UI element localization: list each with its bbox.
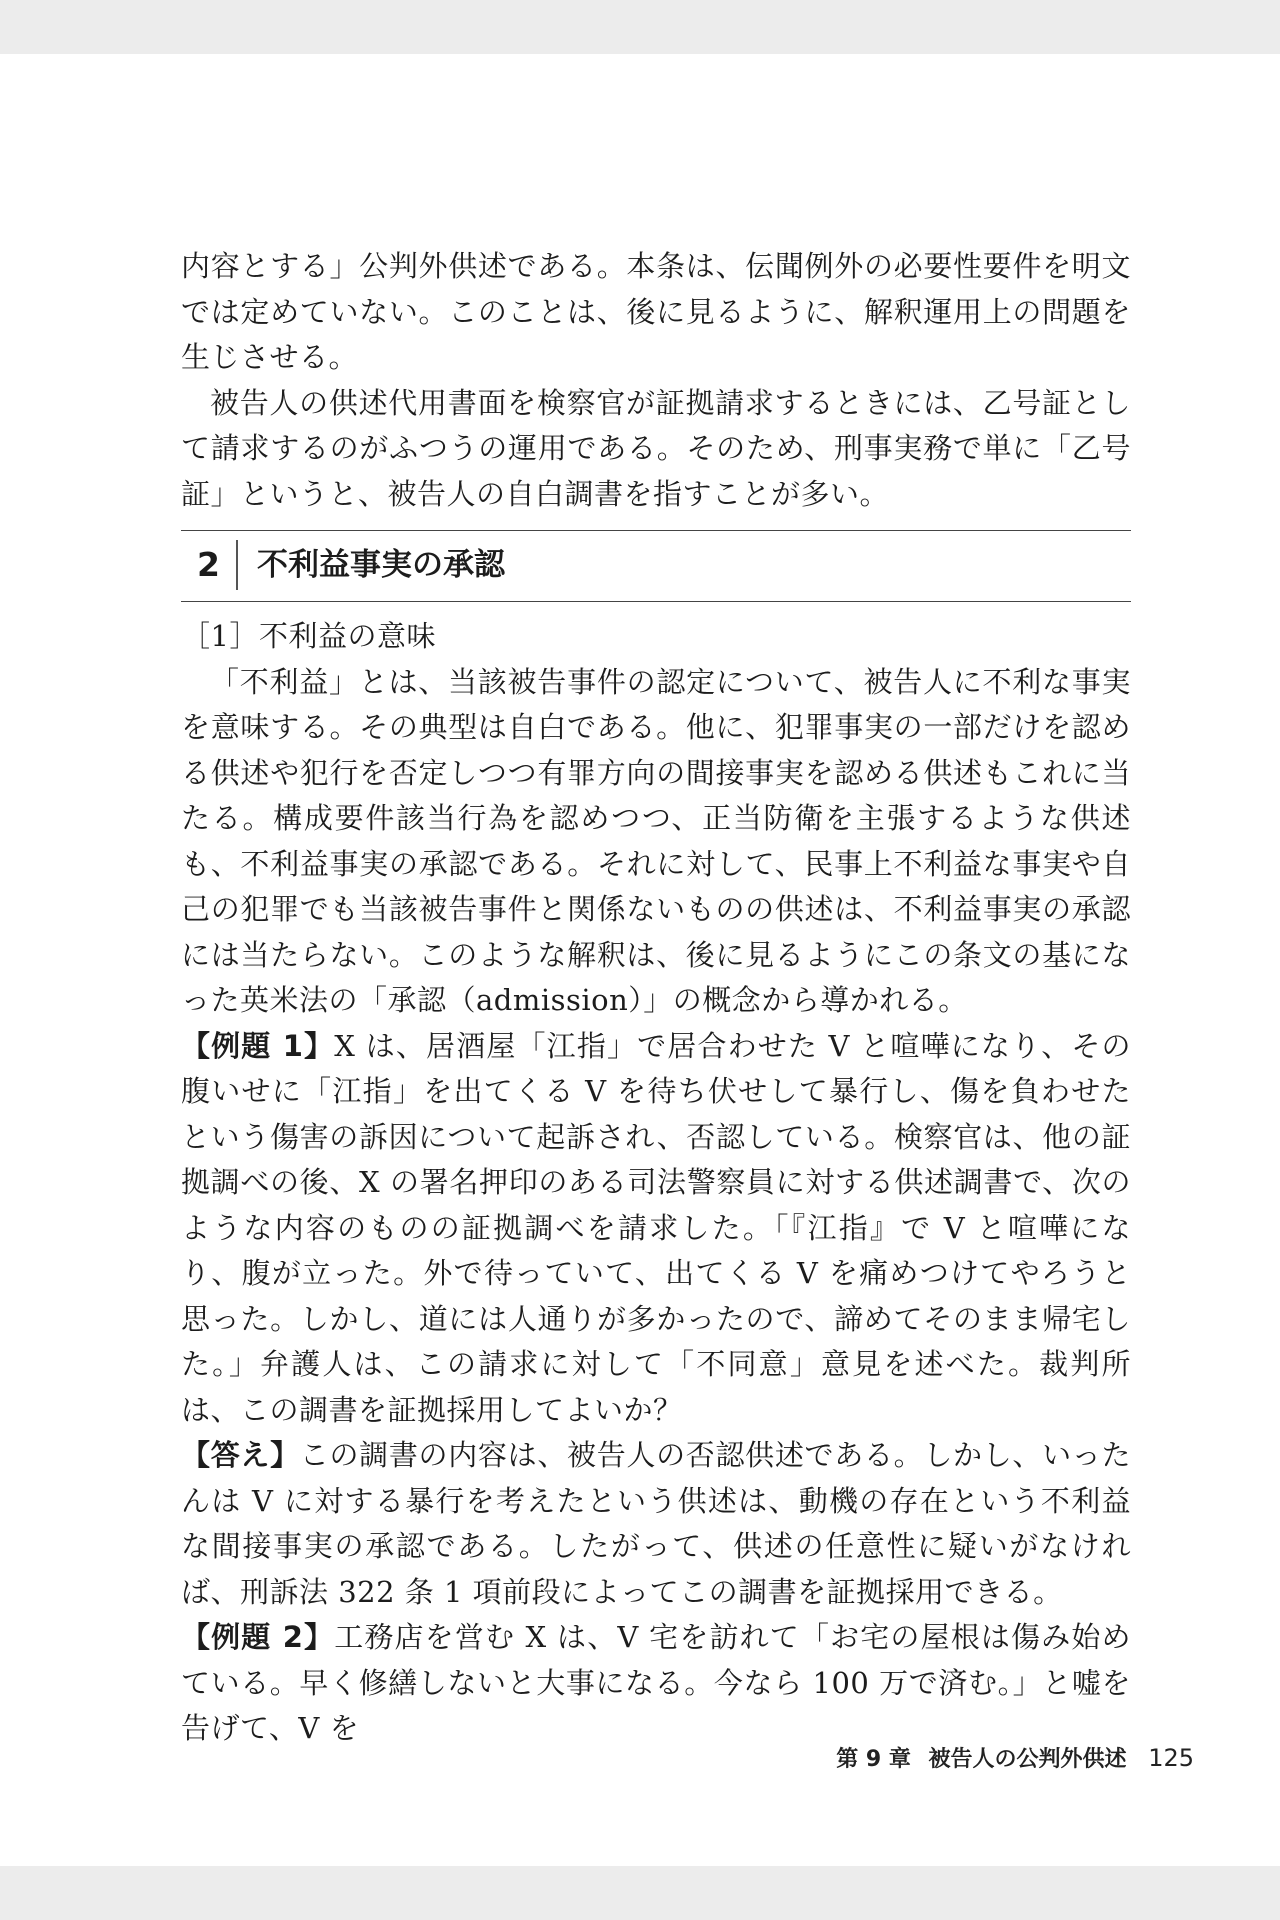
example-2-text: 工務店を営む X は、V 宅を訪れて「お宅の屋根は傷み始めている。早く修繕しないと大事になる。今なら 100 万で済む。」と嘘を告げて、V を [181,1620,1132,1745]
example-1 [181,1024,1131,1434]
subheading: ［1］不利益の意味 [181,619,436,653]
intro-text [181,244,1131,517]
answer-text: この調書の内容は、被告人の否認供述である。しかし、いったんは V に対する暴行を考えたという供述は、動機の存在という不利益な間接事実の承認である。したがって、供述の任意性に疑いがなければ、刑訴法 322 条 1 項前段によってこの調書を証拠採用できる。 [181,1438,1131,1609]
answer [181,1433,1131,1615]
example-1-text: X は、居酒屋「江指」で居合わせた V と喧嘩になり、その腹いせに「江指」を出てくる V を待ち伏せして暴行し、傷を負わせたという傷害の訴因について起訴され、否認している。検察官は、他の証拠調べの後、X の署名押印のある司法警察員に対する供述調書で、次のような内容のものの証拠調べを請求した。「『江指』で V と喧嘩になり、腹が立った。外で待っていて、出てくる V を痛めつけてやろうと思った。しかし、道には人通りが多かったので、諦めてそのまま帰宅した。」弁護人は、この請求に対して「不同意」意見を述べた。裁判所は、この調書を証拠採用してよいか？ [181,1028,1132,1427]
page-number: 125 [1148,1744,1194,1772]
intro-paragraph-1: 内容とする」公判外供述である。本条は、伝聞例外の必要性要件を明文では定めていない。このことは、後に見るように、解釈運用上の問題を生じさせる。 [181,249,1131,374]
page-footer [826,1742,1194,1773]
footer-chapter: 第 9 章 [836,1747,911,1772]
answer-label: 【答え】 [181,1438,300,1472]
section-title: 不利益事実の承認 [257,547,505,583]
section-number: 2 [197,540,238,590]
intro-paragraph-2: 被告人の供述代用書面を検察官が証拠請求するときには、乙号証として請求するのがふつうの運用である。そのため、刑事実務で単に「乙号証」というと、被告人の自白調書を指すことが多い。 [181,385,1131,511]
example-2 [181,1615,1131,1752]
section-paragraph-1: 「不利益」とは、当該被告事件の認定について、被告人に不利な事実を意味する。その典型は自白である。他に、犯罪事実の一部だけを認める供述や犯行を否定しつつ有罪方向の間接事実を認める供述もこれに当たる。構成要件該当行為を認めつつ、正当防衛を主張するような供述も、不利益事実の承認である。それに対して、民事上不利益な事実や自己の犯罪でも当該被告事件と関係ないものの供述は、不利益事実の承認には当たらない。このような解釈は、後に見るようにこの条文の基になった英米法の「承認（admission）」の概念から導かれる。 [181,664,1131,1017]
example-2-label: 【例題 2】 [181,1620,335,1654]
section-heading [181,530,1131,602]
section-body [181,614,1131,1752]
example-1-label: 【例題 1】 [181,1028,335,1063]
footer-chapter-title: 被告人の公判外供述 [928,1747,1127,1772]
